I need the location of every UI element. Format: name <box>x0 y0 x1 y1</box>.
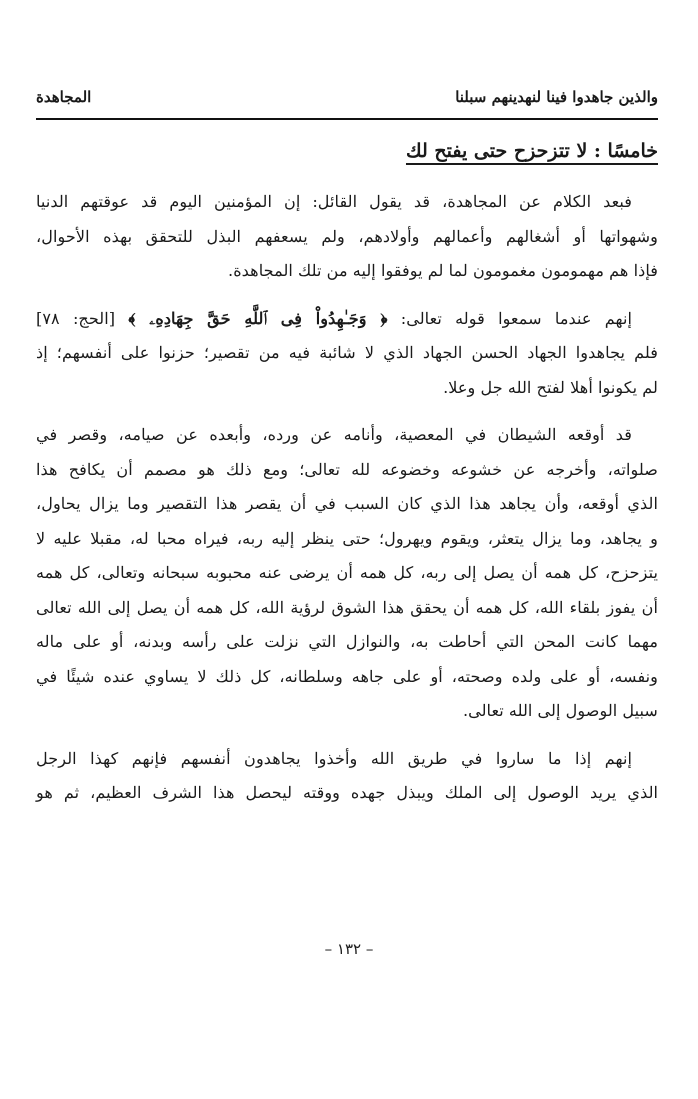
text-line: مهما كانت المحن التي أحاطت به، والنوازل التي نزلت على رأسه وبدنه، أو على ماله <box>36 632 658 651</box>
chapter-title: المجاهدة <box>36 88 92 106</box>
text-line: الذي يريد الوصول إلى الملك ويبذل جهده ووقته ليحصل هذا الشرف العظيم، ثم هو <box>36 783 658 802</box>
text-line <box>36 302 658 337</box>
header-rule <box>36 118 658 120</box>
quran-verse: ﴿ وَجَـٰهِدُواْ فِى ٱللَّهِ حَقَّ جِهَادِهِۦ ﴾ <box>128 308 388 328</box>
paragraph-1 <box>36 185 658 289</box>
text-line: وشهواتها أو أشغالهم وأعمالهم وأولادهم، ولم يسعفهم البذل للتحقق بهذه الأحوال، <box>36 226 658 246</box>
text-line: فلم يجاهدوا الجهاد الحسن الجهاد الذي لا شائبة فيه من تقصير؛ حزنوا على أنفسهم؛ إذ <box>36 343 658 362</box>
running-header <box>36 88 658 106</box>
text-line: إنهم إذا ما ساروا في طريق الله وأخذوا يجاهدون أنفسهم فإنهم كهذا الرجل <box>36 748 632 768</box>
paragraph-4 <box>36 742 658 811</box>
text-line: فإذا هم مهمومون مغمومون لما لم يوفقوا إليه من تلك المجاهدة. <box>228 261 658 280</box>
paragraph-3 <box>36 418 658 729</box>
body-text <box>36 185 658 811</box>
text-line: و يجاهد، وما يزال يتعثر، ويقوم ويهرول؛ حتى ينظر إليه ربه، فيراه محبا له، مقبلا عليه لا <box>36 528 658 548</box>
text-line: سبيل الوصول إلى الله تعالى. <box>462 701 658 720</box>
text-line: أن يفوز بلقاء الله، كل همه أن يحقق هذا الشوق لرؤية الله، كل همه أن يصل إلى الله تعالى <box>36 597 658 617</box>
book-title: والذين جاهدوا فينا لنهدينهم سبلنا <box>455 88 658 106</box>
section-heading: خامسًا : لا تتزحزح حتى يفتح لك <box>405 140 658 162</box>
text-line: لم يكونوا أهلا لفتح الله جل وعلا. <box>443 377 658 397</box>
text-line: قد أوقعه الشيطان في المعصية، وأنامه عن ورده، وأبعده عن صيامه، وقصر في <box>36 425 632 444</box>
page-number: – ١٣٢ – <box>324 940 374 958</box>
text-line: فبعد الكلام عن المجاهدة، قد يقول القائل: إن المؤمنين اليوم قد عوقتهم الدنيا <box>36 192 632 211</box>
text-line: الذي أوقعه، وأن يجاهد هذا الذي كان السبب في أن يقصر هذا التقصير وما يزال يحاول، <box>36 494 658 513</box>
verse-citation: [الحج: ٧٨] <box>36 308 116 328</box>
text-line: صلواته، وأخرجه عن خشوعه وخضوعه لله تعالى؛ ومع ذلك هو مصمم أن يكافح هذا <box>36 459 658 479</box>
text-line: ونفسه، أو على ولده وصحته، أو على جاهه وسلطانه، كل ذلك لا يساوي عنده شيئًا في <box>36 666 658 686</box>
text-line: يتزحزح، كل همه أن يصل إلى ربه، كل همه أن يرضى عنه محبوبه سبحانه وتعالى، كل همه <box>36 563 658 582</box>
intro-text: إنهم عندما سمعوا قوله تعالى: <box>400 308 633 328</box>
paragraph-2 <box>36 302 658 406</box>
